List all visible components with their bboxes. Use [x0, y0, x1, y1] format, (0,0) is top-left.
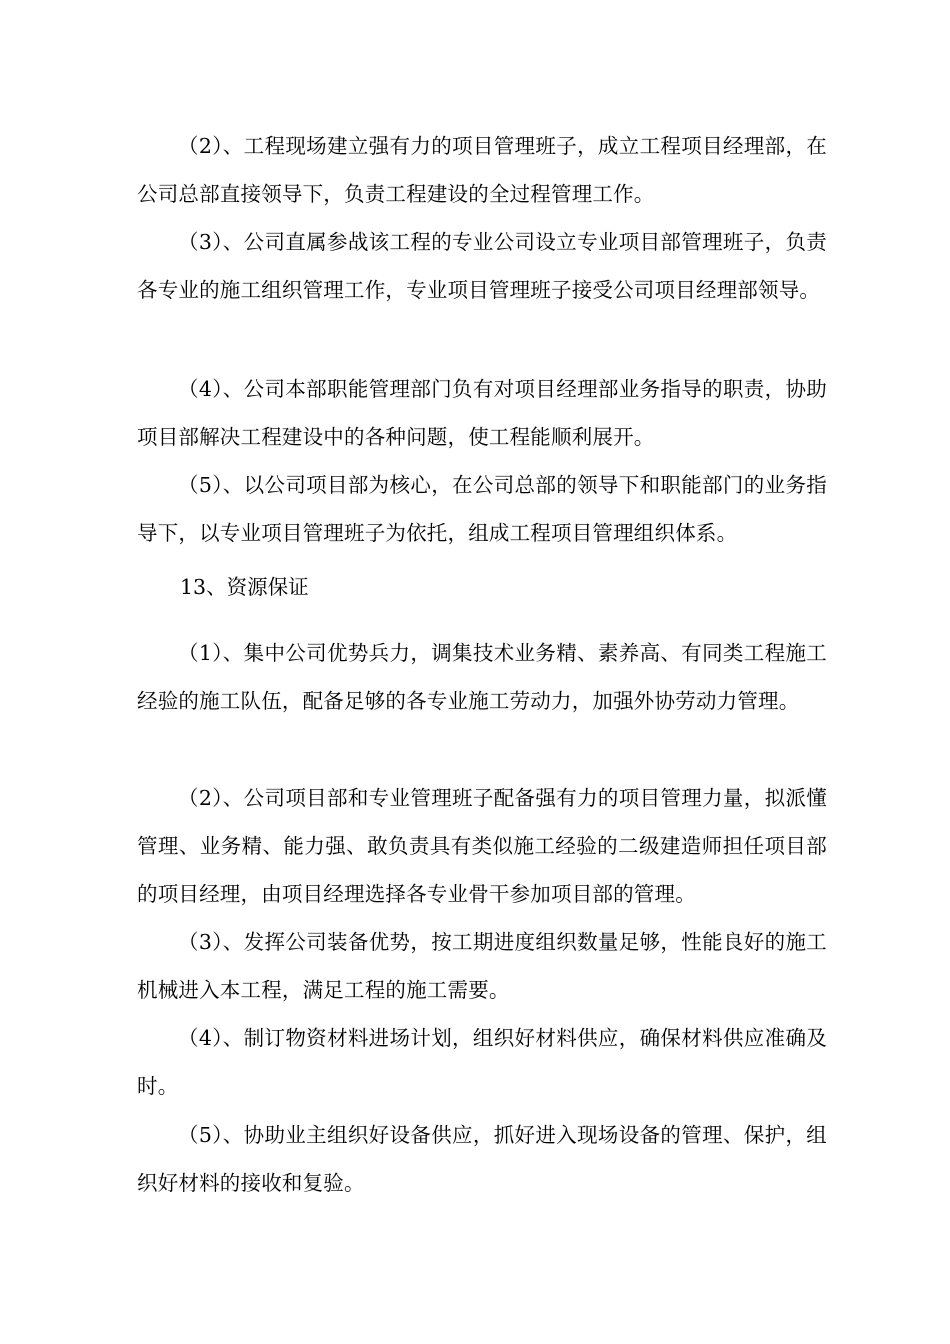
paragraph-org-3: （3）、公司直属参战该工程的专业公司设立专业项目部管理班子，负责各专业的施工组织管理工作，专业项目管理班子接受公司项目经理部领导。 — [137, 230, 827, 302]
paragraph-resource-2: （2）、公司项目部和专业管理班子配备强有力的项目管理力量，拟派懂管理、业务精、能力强、敢负责具有类似施工经验的二级建造师担任项目部的项目经理，由项目经理选择各专业骨干参加项目部的管理。 — [137, 786, 827, 906]
paragraph-org-2: （2）、工程现场建立强有力的项目管理班子，成立工程项目经理部，在公司总部直接领导下，负责工程建设的全过程管理工作。 — [137, 134, 827, 206]
paragraph-resource-3: （3）、发挥公司装备优势，按工期进度组织数量足够，性能良好的施工机械进入本工程，满足工程的施工需要。 — [137, 930, 827, 1002]
paragraph-org-4: （4）、公司本部职能管理部门负有对项目经理部业务指导的职责，协助项目部解决工程建设中的各种问题，使工程能顺利展开。 — [137, 377, 827, 449]
paragraph-resource-1: （1）、集中公司优势兵力，调集技术业务精、素养高、有同类工程施工经验的施工队伍，配备足够的各专业施工劳动力，加强外协劳动力管理。 — [137, 641, 827, 713]
paragraph-resource-4: （4）、制订物资材料进场计划，组织好材料供应，确保材料供应准确及时。 — [137, 1026, 827, 1098]
paragraph-org-5: （5）、以公司项目部为核心，在公司总部的领导下和职能部门的业务指导下，以专业项目管理班子为依托，组成工程项目管理组织体系。 — [137, 473, 827, 545]
paragraph-resource-5: （5）、协助业主组织好设备供应，抓好进入现场设备的管理、保护，组织好材料的接收和复验。 — [137, 1123, 827, 1195]
section-heading: 13、资源保证 — [180, 575, 309, 599]
